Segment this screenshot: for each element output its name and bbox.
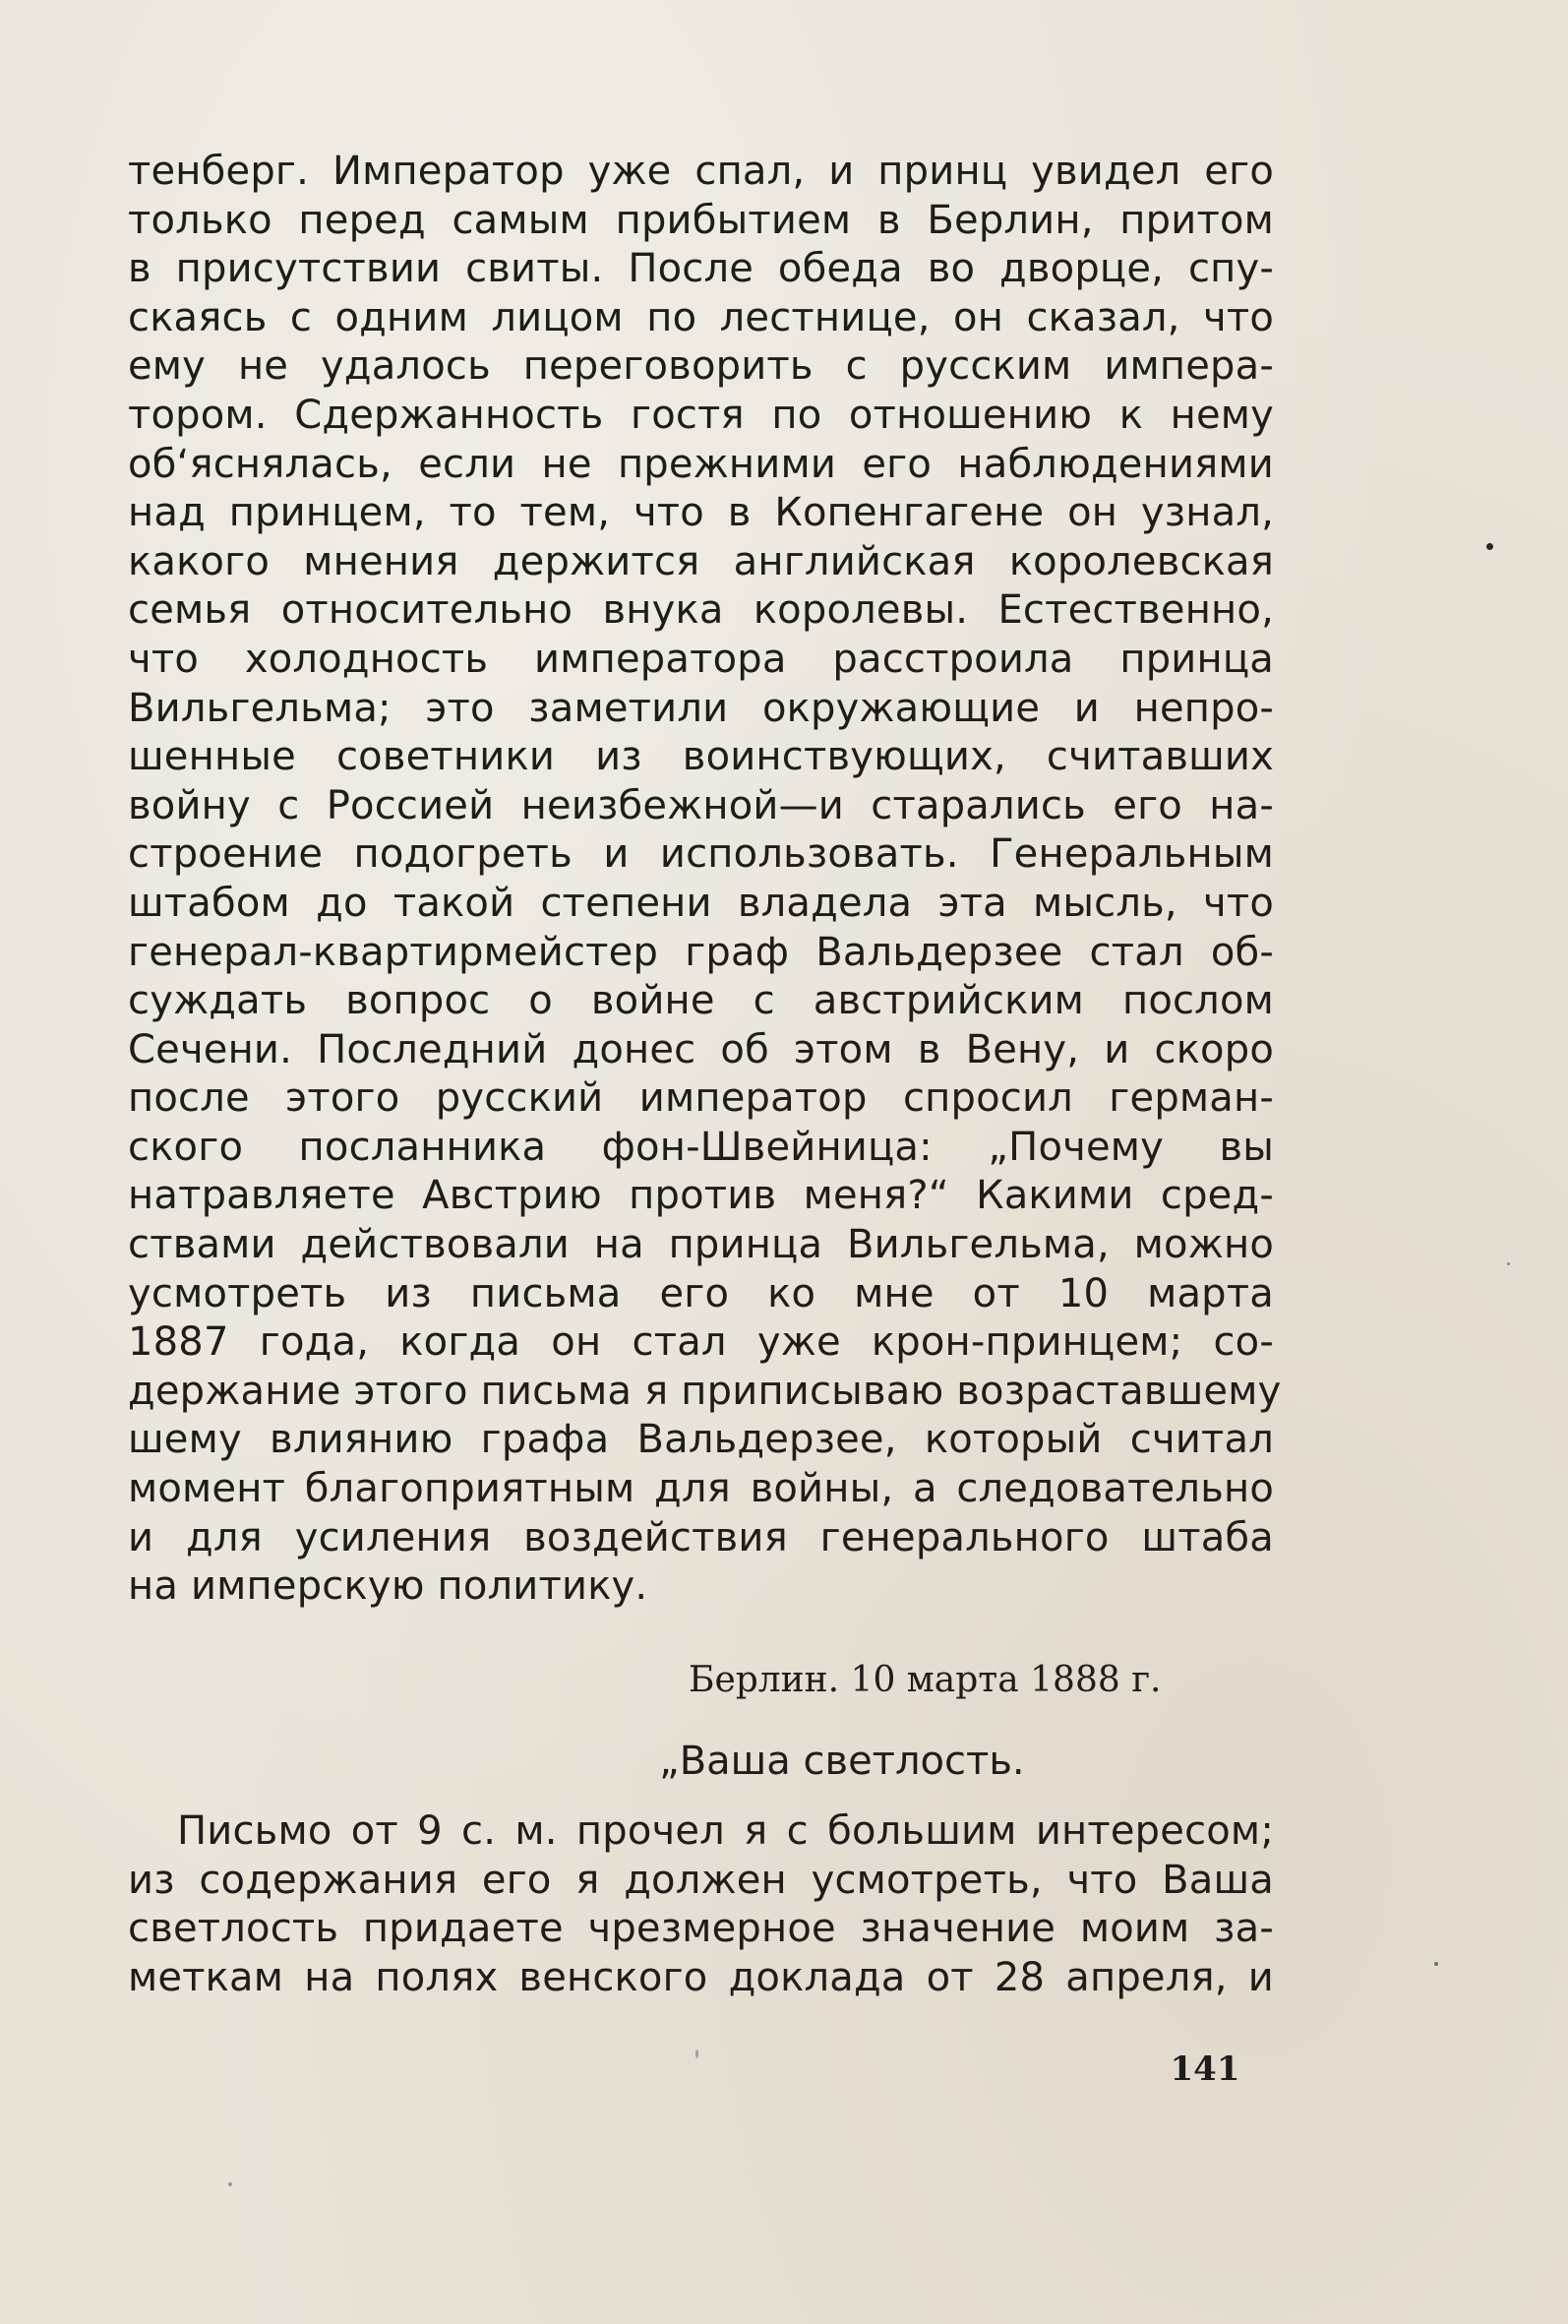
letter-line: из содержания его я должен усмотреть, что Ваша [128, 1857, 1274, 1903]
text-line: тенберг. Император уже спал, и принц увидел его [128, 149, 1274, 194]
paper-speck [1507, 1262, 1510, 1265]
text-line: 1887 года, когда он стал уже крон-принцем; со- [128, 1319, 1274, 1366]
text-line: и для усиления воздействия генерального штаба [128, 1514, 1274, 1560]
letter-line: светлость придаете чрезмерное значение моим за- [128, 1906, 1274, 1952]
main-text-block [128, 148, 1282, 1612]
text-line: Сечени. Последний донес об этом в Вену, и скоро [128, 1026, 1274, 1072]
text-line: натравляете Австрию против меня?“ Какими сред- [128, 1173, 1274, 1219]
text-line: генерал-квартирмейстер граф Вальдерзее стал об- [128, 929, 1274, 975]
text-line: только перед самым прибытием в Берлин, притом [128, 197, 1274, 243]
text-line: ского посланника фон-Швейница: „Почему вы [128, 1124, 1274, 1170]
page-number: 141 [1170, 2049, 1240, 2089]
text-line: момент благоприятным для войны, а следовательно [128, 1466, 1274, 1512]
text-line: Вильгельма; это заметили окружающие и непро- [128, 685, 1274, 731]
text-line: тором. Сдержанность гостя по отношению к нему [128, 392, 1274, 438]
text-line: что холодность императора расстроила принца [128, 636, 1274, 682]
paper-speck [228, 2182, 232, 2186]
text-line: над принцем, то тем, что в Копенгагене он узнал, [128, 490, 1274, 536]
paper-speck [695, 2049, 698, 2058]
text-line: строение подогреть и использовать. Генеральным [128, 831, 1274, 878]
text-line: шему влиянию графа Вальдерзее, который считал [128, 1417, 1274, 1463]
text-line: держание этого письма я приписываю возраставшему [128, 1368, 1282, 1414]
text-line: после этого русский император спросил герман- [128, 1075, 1274, 1122]
text-line: штабом до такой степени владела эта мысль, что [128, 880, 1274, 926]
text-line: ему не удалось переговорить с русским импера- [128, 343, 1274, 390]
paper-speck [1434, 1962, 1438, 1966]
text-line: скаясь с одним лицом по лестнице, он сказал, что [128, 294, 1274, 340]
text-line: на имперскую политику. [128, 1563, 648, 1610]
letter-place-date: Берлин. 10 марта 1888 г. [689, 1660, 1162, 1700]
letter-line: Письмо от 9 с. м. прочел я с большим интересом; [177, 1808, 1274, 1854]
paper-speck [1486, 543, 1493, 550]
letter-text-block [128, 1807, 1274, 2002]
text-line: об‘яснялась, если не прежними его наблюдениями [128, 441, 1274, 487]
letter-salutation: „Ваша светлость. [659, 1739, 1025, 1784]
text-line: в присутствии свиты. После обеда во дворце, спу- [128, 246, 1274, 292]
text-line: ствами действовали на принца Вильгельма, можно [128, 1222, 1274, 1268]
text-line: какого мнения держится английская королевская [128, 538, 1274, 584]
text-line: шенные советники из воинствующих, считавших [128, 734, 1274, 780]
text-line: суждать вопрос о войне с австрийским послом [128, 978, 1274, 1024]
text-line: усмотреть из письма его ко мне от 10 марта [128, 1270, 1274, 1316]
text-line: войну с Россией неизбежной—и старались его на- [128, 782, 1274, 828]
letter-line: меткам на полях венского доклада от 28 апреля, и [128, 1954, 1274, 2000]
text-line: семья относительно внука королевы. Естественно, [128, 587, 1274, 634]
